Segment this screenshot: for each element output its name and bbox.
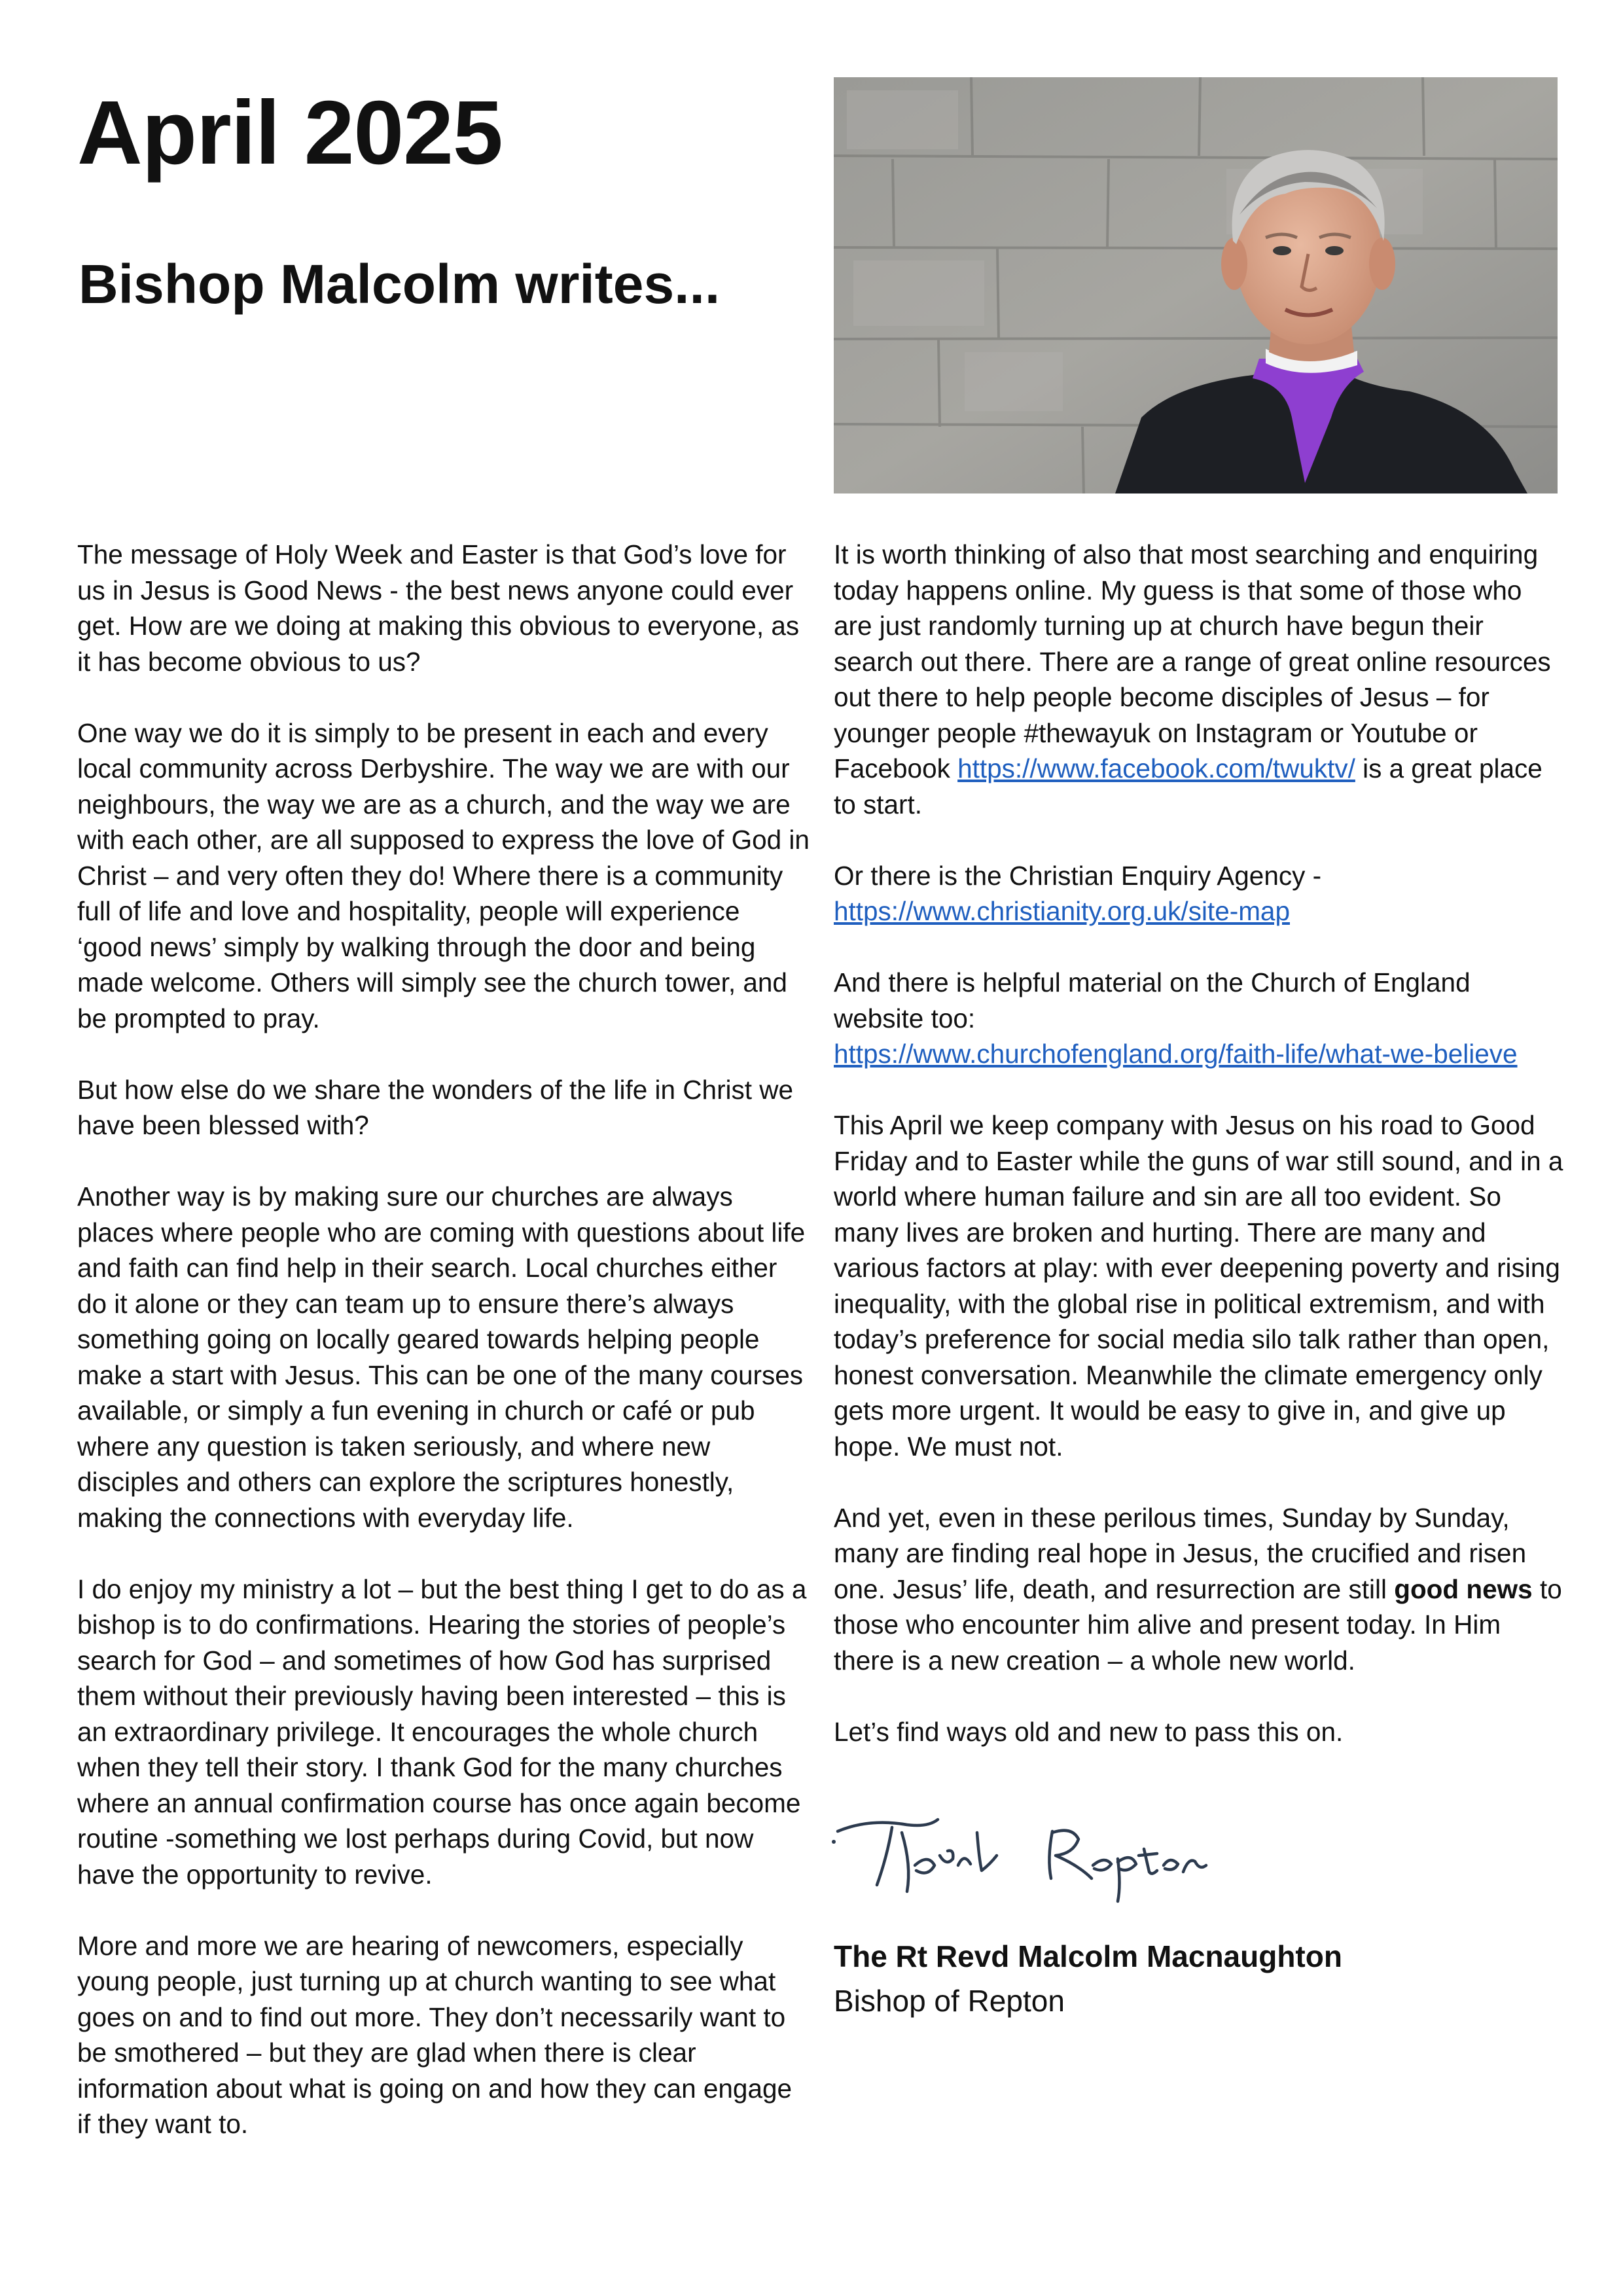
paragraph: More and more we are hearing of newcomers, especially young people, just turning up at church wanting to see what goes on and to find out more. They don’t necessarily want to be smothered – but they are glad when there is clear information about what is going on and how they can engage if they want to. bbox=[77, 1930, 793, 2139]
page-subtitle: Bishop Malcolm writes... bbox=[79, 253, 721, 315]
christianity-link[interactable]: https://www.christianity.org.uk/site-map bbox=[834, 896, 1290, 926]
paragraph-text: to those who encounter him alive and present today. In Him there is a new creation – a whole new world. bbox=[834, 1573, 1562, 1676]
paragraph-text: is a great place to start. bbox=[834, 753, 1543, 819]
signature bbox=[830, 1793, 1236, 1905]
signoff-name: The Rt Revd Malcolm Macnaughton bbox=[834, 1939, 1342, 1973]
paragraph-text: And there is helpful material on the Church of England website too: bbox=[834, 967, 1471, 1033]
paragraph-text: Or there is the Christian Enquiry Agency - bbox=[834, 860, 1322, 891]
page-title: April 2025 bbox=[77, 82, 503, 183]
paragraph bbox=[834, 858, 1567, 929]
portrait-photo-icon bbox=[834, 77, 1558, 493]
paragraph bbox=[834, 1500, 1567, 1679]
paragraph: The message of Holy Week and Easter is that God’s love for us in Jesus is Good News - the best news anyone could ever get. How are we doing at making this obvious to everyone, as it has become obvious to us? bbox=[77, 539, 800, 677]
right-column bbox=[834, 537, 1567, 1749]
paragraph-text: It is worth thinking of also that most searching and enquiring today happens online. My guess is that some of those who are just randomly turning up at church have begun their search out there. There are a range of great online resources out there to help people become disciples of Jesus – for younger people #thewayuk on Instagram or Youtube or Facebook bbox=[834, 539, 1551, 783]
signoff-role: Bishop of Repton bbox=[834, 1984, 1065, 2018]
facebook-link[interactable]: https://www.facebook.com/twuktv/ bbox=[957, 753, 1355, 783]
paragraph: This April we keep company with Jesus on his road to Good Friday and to Easter while the guns of war still sound, and in a world where human failure and sin are all too evident. So many lives are broken and hurting. There are many and various factors at play: with ever deepening poverty and rising inequality, with the global rise in political extremism, and with today’s preference for social media silo talk rather than open, honest conversation. Meanwhile the climate emergency only gets more urgent. It would be easy to give in, and give up hope. We must not. bbox=[834, 1110, 1563, 1462]
bold-text: good news bbox=[1394, 1573, 1533, 1604]
paragraph: One way we do it is simply to be present in each and every local community across Derbyshire. The way we are with our neighbours, the way we are as a church, and the way we are with each other, are all supposed to express the love of God in Christ – and very often they do! Where there is a community full of life and love and hospitality, people will experience ‘good news’ simply by walking through the door and being made welcome. Others will simply see the church tower, and be prompted to pray. bbox=[77, 717, 810, 1033]
portrait-photo bbox=[834, 77, 1558, 493]
paragraph: Let’s find ways old and new to pass this on. bbox=[834, 1716, 1344, 1747]
left-column bbox=[77, 537, 810, 2142]
paragraph bbox=[834, 537, 1567, 822]
signature-image-icon bbox=[830, 1793, 1236, 1905]
paragraph-text: And yet, even in these perilous times, Sunday by Sunday, many are finding real hope in Jesus, the crucified and risen one. Jesus’ life, death, and resurrection are still bbox=[834, 1502, 1527, 1604]
paragraph: But how else do we share the wonders of the life in Christ we have been blessed with? bbox=[77, 1074, 794, 1140]
paragraph bbox=[834, 965, 1567, 1072]
paragraph: Another way is by making sure our churches are always places where people who are coming with questions about life and faith can find help in their search. Local churches either do it alone or they can team up to ensure there’s always something going on locally geared towards helping people make a start with Jesus. This can be one of the many courses available, or simply a fun evening in church or café or pub where any question is taken seriously, and where new disciples and others can explore the scriptures honestly, making the connections with everyday life. bbox=[77, 1181, 806, 1533]
paragraph: I do enjoy my ministry a lot – but the best thing I get to do as a bishop is to do confirmations. Hearing the stories of people’s search for God – and sometimes of how God has surprised them without their previously having been interested – this is an extraordinary privilege. It encourages the whole church when they tell their story. I thank God for the many churches where an annual confirmation course has once again become routine -something we lost perhaps during Covid, but now have the opportunity to revive. bbox=[77, 1573, 807, 1890]
church-of-england-link[interactable]: https://www.churchofengland.org/faith-life/what-we-believe bbox=[834, 1039, 1518, 1069]
